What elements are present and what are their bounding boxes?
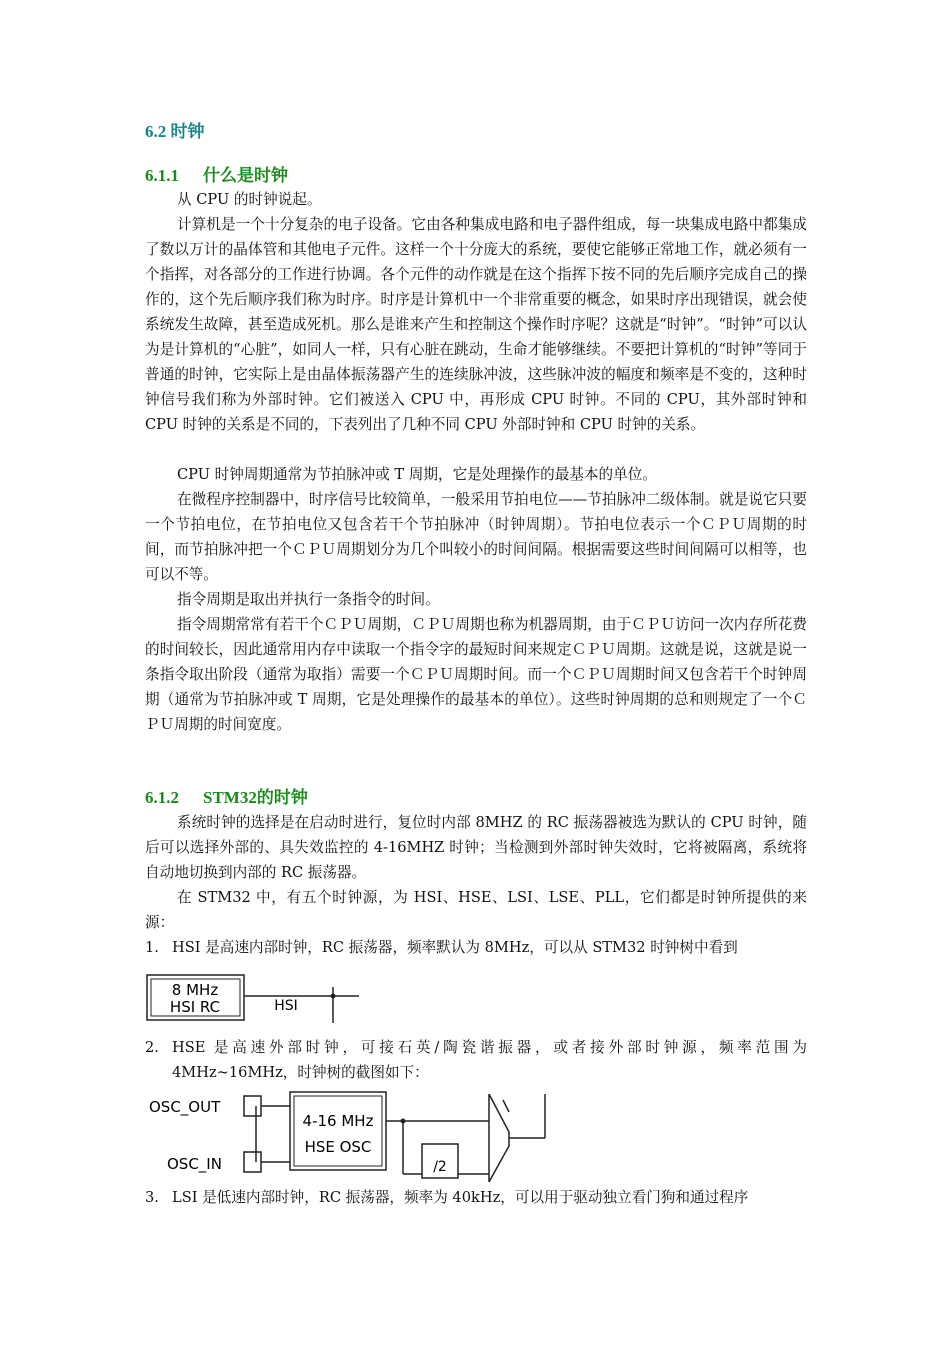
- subsection-title-2: [145, 783, 308, 808]
- hsi-diagram: [146, 973, 366, 1023]
- paragraph: 在 STM32 中，有五个时钟源，为 HSI、HSE、LSI、LSE、PLL，它们都是时钟所提供的来源：: [145, 889, 807, 931]
- subsection-number: 6.1.2: [145, 788, 179, 807]
- osc-out-label: OSC_OUT: [149, 1098, 221, 1116]
- list-number: 1.: [145, 939, 159, 956]
- paragraph: 从 CPU 的时钟说起。: [177, 191, 322, 208]
- paragraph: 指令周期常常有若干个ＣＰＵ周期，ＣＰＵ周期也称为机器周期，由于ＣＰＵ访问一次内存所花费的时间较长，因此通常用内存中读取一个指令字的最短时间来规定ＣＰＵ周期。这就是说，这就是说一条指令取出阶段（通常为取指）需要一个ＣＰＵ周期时间。而一个ＣＰＵ周期时间又包含若干个时钟周期（通常为节拍脉冲或 T 周期，它是处理操作的最基本的单位）。这些时钟周期的总和则规定了一个ＣＰＵ周期的时间宽度。: [145, 616, 807, 733]
- hsi-signal-label: HSI: [274, 998, 298, 1014]
- osc-in-pin: [244, 1152, 261, 1172]
- hsi-box-line1: 8 MHz: [171, 981, 219, 999]
- list-item: [145, 935, 807, 960]
- list-item: [145, 1035, 807, 1085]
- subsection-text: 什么是时钟: [203, 166, 288, 185]
- list-text: LSI 是低速内部时钟，RC 振荡器，频率为 40kHz，可以用于驱动独立看门狗和通过程序: [172, 1189, 749, 1206]
- paragraph: 指令周期是取出并执行一条指令的时间。: [177, 591, 440, 608]
- section-title: 6.2 时钟: [145, 122, 205, 141]
- list-text: HSE 是高速外部时钟，可接石英/陶瓷谐振器，或者接外部时钟源，频率范围为 4MHz~16MHz，时钟树的截图如下：: [172, 1039, 807, 1081]
- list-item: [145, 1185, 807, 1210]
- paragraph: 系统时钟的选择是在启动时进行，复位时内部 8MHZ 的 RC 振荡器被选为默认的 CPU 时钟，随后可以选择外部的、具失效监控的 4-16MHZ 时钟；当检测到外部时钟失效时，它将被隔离，系统将自动地切换到内部的 RC 振荡器。: [145, 814, 807, 881]
- hse-box-line2: HSE OSC: [304, 1138, 372, 1156]
- div2-label: /2: [433, 1159, 447, 1175]
- hse-box-line1: 4-16 MHz: [302, 1112, 374, 1130]
- hse-diagram: [147, 1088, 552, 1182]
- paragraph: 在微程序控制器中，时序信号比较简单，一般采用节拍电位——节拍脉冲二级体制。就是说它只要一个节拍电位，在节拍电位又包含若干个节拍脉冲（时钟周期）。节拍电位表示一个ＣＰＵ周期的时间，而节拍脉冲把一个ＣＰＵ周期划分为几个叫较小的时间间隔。根据需要这些时间间隔可以相等，也可以不等。: [145, 491, 807, 583]
- list-text: HSI 是高速内部时钟，RC 振荡器，频率默认为 8MHz，可以从 STM32 时钟树中看到: [172, 939, 738, 956]
- subsection-text: STM32的时钟: [203, 788, 308, 807]
- list-number: 2.: [145, 1039, 159, 1056]
- subsection-number: 6.1.1: [145, 166, 179, 185]
- list-number: 3.: [145, 1189, 159, 1206]
- hsi-box-line2: HSI RC: [169, 998, 221, 1016]
- paragraph: CPU 时钟周期通常为节拍脉冲或 T 周期，它是处理操作的最基本的单位。: [177, 466, 657, 483]
- paragraph: 计算机是一个十分复杂的电子设备。它由各种集成电路和电子器件组成，每一块集成电路中都集成了数以万计的晶体管和其他电子元件。这样一个十分庞大的系统，要使它能够正常地工作，就必须有一个指挥，对各部分的工作进行协调。各个元件的动作就是在这个指挥下按不同的先后顺序完成自己的操作的，这个先后顺序我们称为时序。时序是计算机中一个非常重要的概念，如果时序出现错误，就会使系统发生故障，甚至造成死机。那么是谁来产生和控制这个操作时序呢？这就是“时钟”。“时钟”可以认为是计算机的“心脏”，如同人一样，只有心脏在跳动，生命才能够继续。不要把计算机的“时钟”等同于普通的时钟，它实际上是由晶体振荡器产生的连续脉冲波，这些脉冲波的幅度和频率是不变的，这种时钟信号我们称为外部时钟。它们被送入 CPU 中，再形成 CPU 时钟。不同的 CPU，其外部时钟和 CPU 时钟的关系是不同的，下表列出了几种不同 CPU 外部时钟和 CPU 时钟的关系。: [145, 216, 807, 433]
- subsection-title-1: [145, 161, 288, 186]
- osc-out-pin: [244, 1096, 261, 1116]
- osc-in-label: OSC_IN: [167, 1155, 222, 1173]
- hsi-junction-dot: [331, 994, 336, 999]
- mux-notch: [503, 1100, 509, 1112]
